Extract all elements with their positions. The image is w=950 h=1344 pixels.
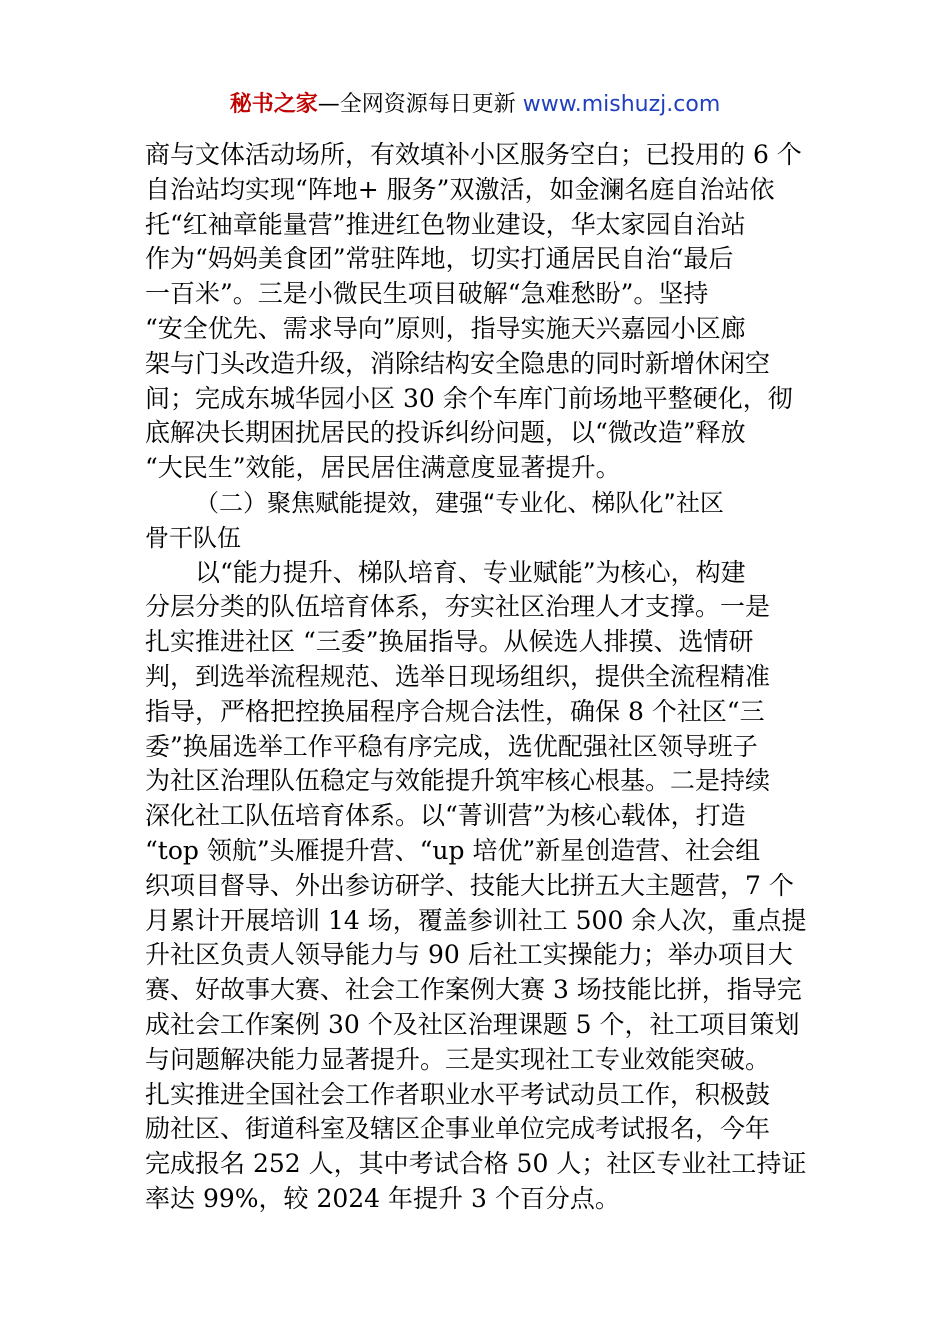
header-tagline: —全网资源每日更新 bbox=[317, 92, 523, 117]
text-line: 与问题解决能力显著提升。三是实现社工专业效能突破。 bbox=[145, 1044, 771, 1074]
section-heading: （二）聚焦赋能提效，建强“专业化、梯队化”社区 bbox=[195, 488, 724, 517]
text-line: 为社区治理队伍稳定与效能提升筑牢核心根基。二是持续 bbox=[145, 766, 771, 796]
text-line: 赛、好故事大赛、社会工作案例大赛 3 场技能比拼，指导完 bbox=[145, 975, 802, 1005]
text-line: 升社区负责人领导能力与 90 后社工实操能力；举办项目大 bbox=[145, 940, 793, 970]
text-line: 间；完成东城华园小区 30 余个车库门前场地平整硬化，彻 bbox=[145, 383, 793, 413]
text-line: 率达 99%，较 2024 年提升 3 个百分点。 bbox=[145, 1183, 620, 1213]
text-line: 织项目督导、外出参访研学、技能大比拼五大主题营，7 个 bbox=[145, 870, 794, 900]
paragraph-first-line: 以“能力提升、梯队培育、专业赋能”为核心，构建 bbox=[195, 557, 746, 587]
document-body bbox=[145, 138, 807, 1217]
text-line: 判，到选举流程规范、选举日现场组织，提供全流程精准 bbox=[145, 661, 771, 691]
section-heading-continued: 骨干队伍 bbox=[145, 523, 241, 552]
text-line: “top 领航”头雁提升营、“up 培优”新星创造营、社会组 bbox=[145, 835, 761, 865]
text-line: 底解决长期困扰居民的投诉纠纷问题，以“微改造”释放 bbox=[145, 418, 746, 448]
text-line: 架与门头改造升级，消除结构安全隐患的同时新增休闲空 bbox=[145, 348, 771, 378]
text-line: 自治站均实现“阵地+ 服务”双激活，如金澜名庭自治站依 bbox=[145, 174, 775, 204]
text-line: “大民生”效能，居民居住满意度显著提升。 bbox=[145, 453, 621, 483]
text-line: 扎实推进社区 “三委”换届指导。从候选人排摸、选情研 bbox=[145, 627, 754, 657]
text-line: 委”换届选举工作平稳有序完成，选优配强社区领导班子 bbox=[145, 731, 758, 761]
text-line: 扎实推进全国社会工作者职业水平考试动员工作，积极鼓 bbox=[145, 1079, 771, 1109]
text-line: 完成报名 252 人，其中考试合格 50 人；社区专业社工持证 bbox=[145, 1149, 807, 1179]
text-line: 作为“妈妈美食团”常驻阵地，切实打通居民自治“最后 bbox=[145, 244, 734, 274]
site-url-link[interactable]: www.mishuzj.com bbox=[522, 92, 721, 117]
text-line: 一百米”。三是小微民生项目破解“急难愁盼”。坚持 bbox=[145, 279, 709, 309]
site-header bbox=[0, 90, 950, 120]
text-line: 成社会工作案例 30 个及社区治理课题 5 个，社工项目策划 bbox=[145, 1009, 800, 1039]
text-line: 励社区、街道科室及辖区企事业单位完成考试报名，今年 bbox=[145, 1114, 771, 1144]
text-line: 深化社工队伍培育体系。以“菁训营”为核心载体，打造 bbox=[145, 801, 746, 831]
text-line: 指导，严格把控换届程序合规合法性，确保 8 个社区“三 bbox=[145, 696, 765, 726]
text-line: 月累计开展培训 14 场，覆盖参训社工 500 余人次，重点提 bbox=[145, 905, 807, 935]
brand-name: 秘书之家 bbox=[229, 92, 318, 117]
text-line: 商与文体活动场所，有效填补小区服务空白；已投用的 6 个 bbox=[145, 140, 802, 169]
text-line: 托“红袖章能量营”推进红色物业建设，华太家园自治站 bbox=[145, 209, 746, 239]
text-line: “安全优先、需求导向”原则，指导实施天兴嘉园小区廊 bbox=[145, 313, 746, 343]
text-line: 分层分类的队伍培育体系，夯实社区治理人才支撑。一是 bbox=[145, 592, 771, 622]
